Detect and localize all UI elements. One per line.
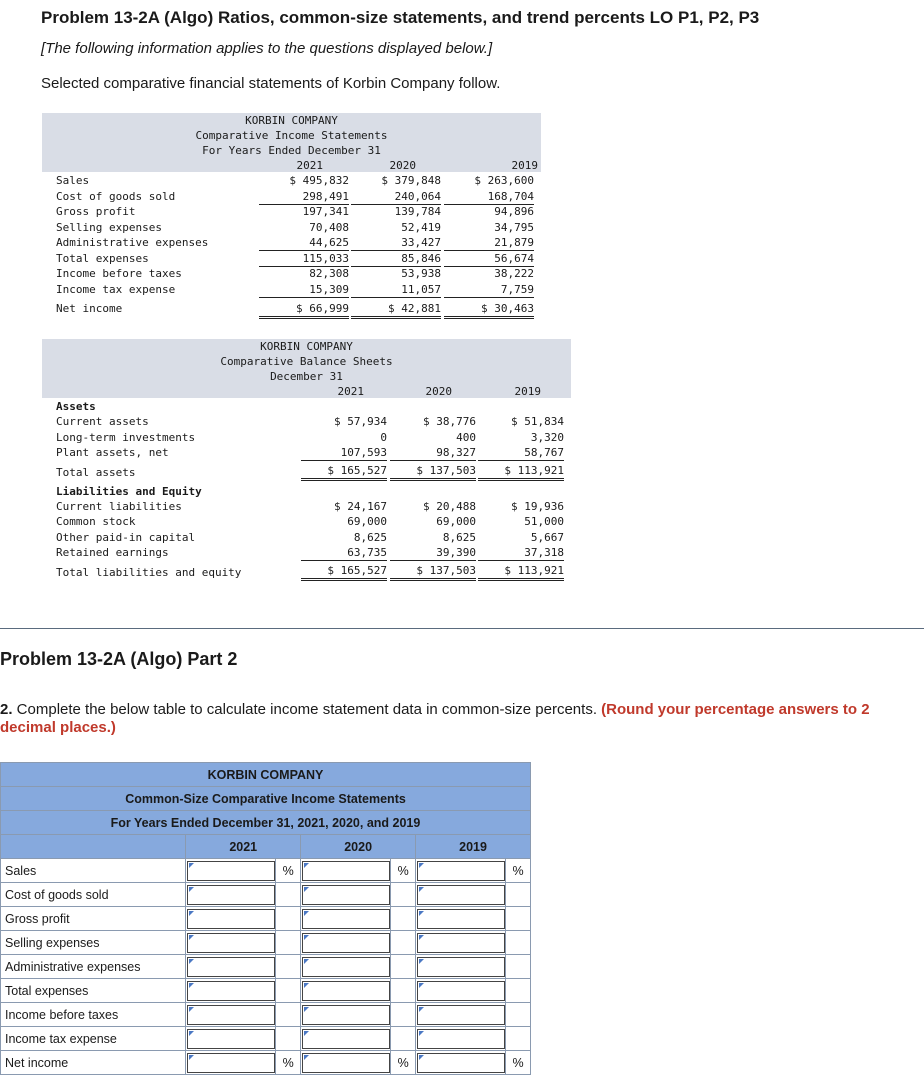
cs-row-label: Selling expenses bbox=[1, 931, 186, 955]
cs-percent-symbol: % bbox=[391, 1051, 416, 1075]
total-assets-value: $ 165,527 bbox=[301, 463, 387, 481]
is-cell: $ 66,999 bbox=[259, 301, 349, 319]
is-cell: 70,408 bbox=[309, 221, 349, 234]
cs-percent-input[interactable] bbox=[187, 1029, 275, 1049]
is-year-2021: 2021 bbox=[296, 159, 323, 172]
bs-row-label: Retained earnings bbox=[56, 546, 169, 559]
cs-percent-symbol bbox=[276, 1027, 301, 1051]
cs-input-cell bbox=[416, 1003, 506, 1027]
cs-percent-input[interactable] bbox=[417, 981, 505, 1001]
cs-input-cell bbox=[186, 979, 276, 1003]
cs-row-label: Gross profit bbox=[1, 907, 186, 931]
cs-input-cell bbox=[301, 1003, 391, 1027]
cs-percent-input[interactable] bbox=[187, 933, 275, 953]
cs-row-label: Income tax expense bbox=[1, 1027, 186, 1051]
bs-cell: $ 20,488 bbox=[423, 500, 476, 513]
cs-percent-symbol bbox=[276, 1003, 301, 1027]
bs-row-label: Other paid-in capital bbox=[56, 531, 196, 544]
bs-row-label: Common stock bbox=[56, 515, 136, 528]
cs-input-cell bbox=[186, 859, 276, 883]
cs-percent-input[interactable] bbox=[417, 1053, 505, 1073]
is-cell: 197,341 bbox=[302, 205, 349, 218]
is-cell: 82,308 bbox=[309, 267, 349, 280]
cs-percent-symbol bbox=[276, 955, 301, 979]
bs-cell: 3,320 bbox=[530, 431, 564, 444]
is-cell: 240,064 bbox=[351, 189, 441, 205]
is-row-label: Total expenses bbox=[56, 252, 149, 265]
cs-input-cell bbox=[301, 859, 391, 883]
liabilities-heading: Liabilities and Equity bbox=[56, 485, 202, 498]
cs-percent-input[interactable] bbox=[302, 933, 390, 953]
cs-percent-symbol bbox=[506, 883, 531, 907]
cs-percent-symbol bbox=[276, 907, 301, 931]
cs-percent-input[interactable] bbox=[302, 1005, 390, 1025]
cs-input-cell bbox=[416, 883, 506, 907]
cs-percent-symbol bbox=[391, 907, 416, 931]
is-cell: $ 42,881 bbox=[351, 301, 441, 319]
cs-input-cell bbox=[186, 1003, 276, 1027]
cs-percent-input[interactable] bbox=[302, 885, 390, 905]
is-row-label: Income before taxes bbox=[56, 267, 182, 280]
bs-cell: 0 bbox=[380, 431, 387, 444]
cs-percent-input[interactable] bbox=[417, 885, 505, 905]
is-cell: 34,795 bbox=[494, 221, 534, 234]
cs-input-cell bbox=[416, 979, 506, 1003]
is-cell: 115,033 bbox=[259, 251, 349, 267]
cs-row bbox=[1, 979, 531, 1003]
cs-percent-input[interactable] bbox=[302, 909, 390, 929]
cs-percent-symbol bbox=[506, 955, 531, 979]
cs-percent-input[interactable] bbox=[187, 1053, 275, 1073]
bs-cell: 107,593 bbox=[301, 445, 387, 461]
total-le-value: $ 137,503 bbox=[390, 563, 476, 581]
is-cell: $ 263,600 bbox=[474, 174, 534, 187]
cs-title: Common-Size Comparative Income Statements bbox=[1, 787, 531, 811]
cs-year-2019: 2019 bbox=[416, 835, 531, 859]
bs-cell: 51,000 bbox=[524, 515, 564, 528]
is-company: KORBIN COMPANY bbox=[245, 114, 338, 127]
bs-cell: 400 bbox=[456, 431, 476, 444]
is-period: For Years Ended December 31 bbox=[202, 144, 381, 157]
bs-row-label: Current liabilities bbox=[56, 500, 182, 513]
cs-input-cell bbox=[186, 907, 276, 931]
cs-input-cell bbox=[186, 931, 276, 955]
is-cell: 7,759 bbox=[444, 282, 534, 298]
cs-percent-symbol bbox=[391, 883, 416, 907]
cs-input-cell bbox=[301, 931, 391, 955]
cs-input-cell bbox=[416, 931, 506, 955]
is-cell: 53,938 bbox=[401, 267, 441, 280]
rounding-instruction: (Round your percentage answers to 2 decimal places.) bbox=[0, 701, 870, 736]
cs-percent-input[interactable] bbox=[187, 861, 275, 881]
is-cell: 94,896 bbox=[494, 205, 534, 218]
cs-year-2020: 2020 bbox=[301, 835, 416, 859]
assets-heading: Assets bbox=[56, 400, 96, 413]
cs-percent-symbol bbox=[506, 1003, 531, 1027]
cs-row bbox=[1, 907, 531, 931]
total-assets-value: $ 113,921 bbox=[478, 463, 564, 481]
cs-input-cell bbox=[416, 1051, 506, 1075]
is-row-label: Sales bbox=[56, 174, 90, 187]
cs-percent-symbol bbox=[506, 1027, 531, 1051]
bs-cell: 39,390 bbox=[390, 545, 476, 561]
part2-title: Problem 13-2A (Algo) Part 2 bbox=[0, 649, 238, 669]
bs-cell: 69,000 bbox=[436, 515, 476, 528]
cs-percent-input[interactable] bbox=[417, 1005, 505, 1025]
is-row-label: Selling expenses bbox=[56, 221, 162, 234]
cs-percent-input[interactable] bbox=[417, 957, 505, 977]
cs-percent-symbol bbox=[506, 979, 531, 1003]
cs-period: For Years Ended December 31, 2021, 2020, and 2019 bbox=[1, 811, 531, 835]
cs-percent-symbol bbox=[276, 979, 301, 1003]
cs-row bbox=[1, 883, 531, 907]
cs-percent-input[interactable] bbox=[417, 1029, 505, 1049]
cs-percent-input[interactable] bbox=[417, 933, 505, 953]
bs-cell: 37,318 bbox=[478, 545, 564, 561]
cs-percent-symbol bbox=[276, 931, 301, 955]
bs-cell: $ 19,936 bbox=[511, 500, 564, 513]
bs-cell: 8,625 bbox=[353, 531, 387, 544]
total-le-label: Total liabilities and equity bbox=[56, 566, 242, 579]
cs-row-label: Cost of goods sold bbox=[1, 883, 186, 907]
cs-input-cell bbox=[186, 883, 276, 907]
bs-cell: $ 38,776 bbox=[423, 415, 476, 428]
bs-cell: 69,000 bbox=[347, 515, 387, 528]
total-le-value: $ 113,921 bbox=[478, 563, 564, 581]
cs-input-cell bbox=[301, 955, 391, 979]
cs-percent-input[interactable] bbox=[302, 981, 390, 1001]
total-le-value: $ 165,527 bbox=[301, 563, 387, 581]
cs-input-cell bbox=[186, 1051, 276, 1075]
cs-input-cell bbox=[301, 883, 391, 907]
bs-year-2021: 2021 bbox=[337, 385, 364, 398]
is-year-2020: 2020 bbox=[389, 159, 416, 172]
cs-percent-input[interactable] bbox=[187, 957, 275, 977]
is-row-label: Income tax expense bbox=[56, 283, 176, 296]
cs-percent-input[interactable] bbox=[302, 861, 390, 881]
cs-input-cell bbox=[416, 859, 506, 883]
bs-cell: 5,667 bbox=[530, 531, 564, 544]
is-cell: $ 30,463 bbox=[444, 301, 534, 319]
bs-cell: 98,327 bbox=[390, 445, 476, 461]
cs-input-cell bbox=[416, 907, 506, 931]
is-row-label: Gross profit bbox=[56, 205, 136, 218]
is-year-2019: 2019 bbox=[511, 159, 538, 172]
is-cell: 168,704 bbox=[444, 189, 534, 205]
intro-text: Selected comparative financial statements of Korbin Company follow. bbox=[41, 75, 501, 92]
total-assets-label: Total assets bbox=[56, 466, 136, 479]
is-cell: 33,427 bbox=[351, 235, 441, 251]
cs-row-label: Sales bbox=[1, 859, 186, 883]
cs-percent-symbol: % bbox=[391, 859, 416, 883]
is-cell: $ 495,832 bbox=[289, 174, 349, 187]
cs-row bbox=[1, 1027, 531, 1051]
problem-title: Problem 13-2A (Algo) Ratios, common-size statements, and trend percents LO P1, P2, P3 bbox=[41, 8, 760, 27]
is-cell: 11,057 bbox=[351, 282, 441, 298]
cs-percent-symbol bbox=[391, 955, 416, 979]
question-number: 2. bbox=[0, 701, 13, 718]
is-cell: 38,222 bbox=[494, 267, 534, 280]
question-text bbox=[0, 701, 920, 737]
cs-percent-symbol: % bbox=[276, 859, 301, 883]
is-row-label: Administrative expenses bbox=[56, 236, 209, 249]
cs-row-label: Income before taxes bbox=[1, 1003, 186, 1027]
is-cell: 85,846 bbox=[351, 251, 441, 267]
cs-percent-input[interactable] bbox=[187, 1005, 275, 1025]
cs-row-label: Total expenses bbox=[1, 979, 186, 1003]
bs-row-label: Current assets bbox=[56, 415, 149, 428]
cs-row bbox=[1, 955, 531, 979]
cs-year-2021: 2021 bbox=[186, 835, 301, 859]
is-cell: 139,784 bbox=[394, 205, 441, 218]
cs-percent-input[interactable] bbox=[417, 909, 505, 929]
cs-input-cell bbox=[301, 1051, 391, 1075]
common-size-table bbox=[0, 762, 531, 1075]
cs-row-label: Administrative expenses bbox=[1, 955, 186, 979]
cs-row bbox=[1, 859, 531, 883]
cs-percent-input[interactable] bbox=[302, 1029, 390, 1049]
cs-percent-input[interactable] bbox=[187, 981, 275, 1001]
bs-cell: 58,767 bbox=[478, 445, 564, 461]
bs-company: KORBIN COMPANY bbox=[260, 340, 353, 353]
bs-year-2020: 2020 bbox=[425, 385, 452, 398]
cs-percent-symbol bbox=[391, 1003, 416, 1027]
cs-percent-symbol bbox=[391, 979, 416, 1003]
bs-cell: 63,735 bbox=[301, 545, 387, 561]
cs-input-cell bbox=[301, 907, 391, 931]
cs-percent-symbol bbox=[506, 907, 531, 931]
is-cell: $ 379,848 bbox=[381, 174, 441, 187]
question-body: Complete the below table to calculate income statement data in common-size percents. bbox=[12, 701, 602, 718]
is-cell: 52,419 bbox=[401, 221, 441, 234]
is-title: Comparative Income Statements bbox=[195, 129, 388, 142]
cs-percent-input[interactable] bbox=[302, 957, 390, 977]
bs-title: Comparative Balance Sheets bbox=[220, 355, 393, 368]
info-note: [The following information applies to the questions displayed below.] bbox=[41, 40, 493, 57]
cs-input-cell bbox=[186, 1027, 276, 1051]
cs-percent-input[interactable] bbox=[187, 909, 275, 929]
cs-percent-symbol bbox=[391, 1027, 416, 1051]
cs-percent-symbol: % bbox=[276, 1051, 301, 1075]
is-cell: 21,879 bbox=[444, 235, 534, 251]
cs-input-cell bbox=[186, 955, 276, 979]
cs-percent-symbol: % bbox=[506, 1051, 531, 1075]
cs-row bbox=[1, 1003, 531, 1027]
bs-cell: $ 51,834 bbox=[511, 415, 564, 428]
cs-input-cell bbox=[416, 1027, 506, 1051]
bs-year-2019: 2019 bbox=[514, 385, 541, 398]
cs-percent-symbol bbox=[391, 931, 416, 955]
cs-percent-input[interactable] bbox=[417, 861, 505, 881]
cs-input-cell bbox=[416, 955, 506, 979]
cs-percent-symbol bbox=[276, 883, 301, 907]
cs-percent-symbol bbox=[506, 931, 531, 955]
bs-cell: $ 57,934 bbox=[334, 415, 387, 428]
cs-percent-input[interactable] bbox=[302, 1053, 390, 1073]
cs-company: KORBIN COMPANY bbox=[1, 763, 531, 787]
cs-percent-input[interactable] bbox=[187, 885, 275, 905]
is-cell: 44,625 bbox=[259, 235, 349, 251]
cs-row bbox=[1, 1051, 531, 1075]
is-cell: 15,309 bbox=[259, 282, 349, 298]
cs-input-cell bbox=[301, 1027, 391, 1051]
is-row-label: Cost of goods sold bbox=[56, 190, 176, 203]
cs-percent-symbol: % bbox=[506, 859, 531, 883]
bs-row-label: Plant assets, net bbox=[56, 446, 169, 459]
total-assets-value: $ 137,503 bbox=[390, 463, 476, 481]
is-row-label: Net income bbox=[56, 302, 123, 315]
bs-row-label: Long-term investments bbox=[56, 431, 196, 444]
bs-period: December 31 bbox=[270, 370, 343, 383]
is-cell: 298,491 bbox=[259, 189, 349, 205]
cs-year-blank bbox=[1, 835, 186, 859]
is-cell: 56,674 bbox=[444, 251, 534, 267]
bs-cell: 8,625 bbox=[442, 531, 476, 544]
section-divider bbox=[0, 628, 924, 629]
cs-input-cell bbox=[301, 979, 391, 1003]
cs-row-label: Net income bbox=[1, 1051, 186, 1075]
cs-row bbox=[1, 931, 531, 955]
bs-cell: $ 24,167 bbox=[334, 500, 387, 513]
